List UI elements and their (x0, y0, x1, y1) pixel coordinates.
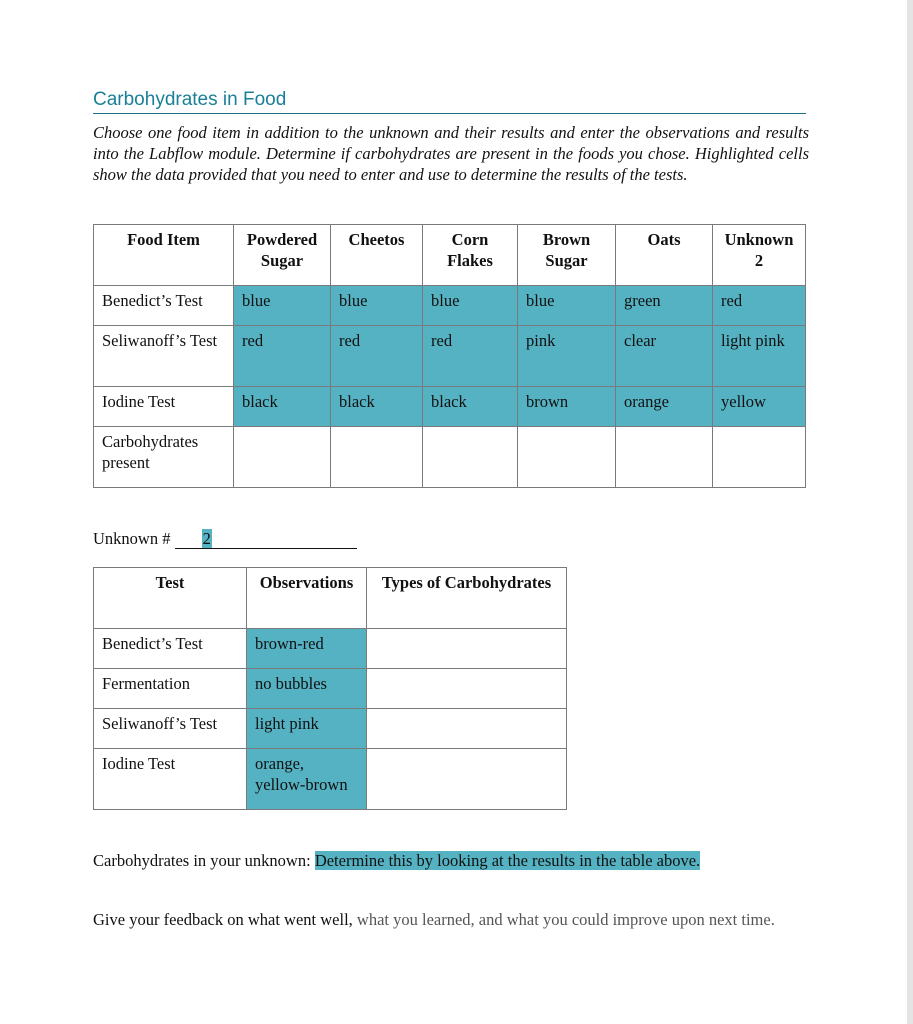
table-row (94, 286, 806, 326)
unknown-number-line (93, 528, 357, 549)
observation-cell: light pink (247, 709, 367, 749)
row-label-seliwanoffs: Seliwanoff’s Test (94, 326, 234, 387)
types-cell[interactable] (367, 749, 567, 810)
table-cell: light pink (713, 326, 806, 387)
test-name: Fermentation (94, 669, 247, 709)
table-cell: orange (616, 387, 713, 427)
feedback-text-part1: Give your feedback on what went well, (93, 910, 357, 929)
header-corn-flakes: Corn Flakes (423, 225, 518, 286)
results-table (93, 224, 806, 488)
table-row (94, 749, 567, 810)
empty-answer-cell[interactable] (423, 427, 518, 488)
empty-answer-cell[interactable] (616, 427, 713, 488)
observation-cell: no bubbles (247, 669, 367, 709)
carbohydrates-unknown-line (93, 850, 700, 871)
unknown-number-label: Unknown # (93, 529, 171, 548)
table-cell: green (616, 286, 713, 326)
section-title: Carbohydrates in Food (93, 89, 806, 114)
header-unknown-2: Unknown 2 (713, 225, 806, 286)
table-cell: red (423, 326, 518, 387)
types-cell[interactable] (367, 629, 567, 669)
observation-cell: brown-red (247, 629, 367, 669)
header-types-of-carbohydrates: Types of Carbohydrates (367, 568, 567, 629)
carbohydrates-answer-placeholder[interactable]: Determine this by looking at the results in the table above. (314, 851, 701, 870)
feedback-text-part2: what you learned, and what you could improve upon next time. (356, 910, 775, 929)
table-cell: black (331, 387, 423, 427)
table-cell: pink (518, 326, 616, 387)
table-cell: red (234, 326, 331, 387)
table-cell: yellow (713, 387, 806, 427)
header-cheetos: Cheetos (331, 225, 423, 286)
header-test: Test (94, 568, 247, 629)
test-name: Seliwanoff’s Test (94, 709, 247, 749)
table-row (94, 629, 567, 669)
table-cell: red (331, 326, 423, 387)
test-name: Iodine Test (94, 749, 247, 810)
unknown-number-field[interactable] (175, 529, 357, 549)
table-row (94, 669, 567, 709)
table-row (94, 387, 806, 427)
unknown-header-row (94, 568, 567, 629)
observation-cell: orange, yellow-brown (247, 749, 367, 810)
empty-answer-cell[interactable] (713, 427, 806, 488)
feedback-prompt (93, 909, 793, 930)
header-oats: Oats (616, 225, 713, 286)
table-cell: black (234, 387, 331, 427)
empty-answer-cell[interactable] (518, 427, 616, 488)
header-observations: Observations (247, 568, 367, 629)
row-label-benedicts: Benedict’s Test (94, 286, 234, 326)
table-cell: blue (234, 286, 331, 326)
table-cell: brown (518, 387, 616, 427)
results-header-row (94, 225, 806, 286)
table-row (94, 427, 806, 488)
row-label-iodine: Iodine Test (94, 387, 234, 427)
row-label-carbohydrates-present: Carbohydrates present (94, 427, 234, 488)
unknown-number-value: 2 (202, 529, 211, 548)
page-edge (907, 0, 913, 1024)
table-cell: blue (331, 286, 423, 326)
types-cell[interactable] (367, 709, 567, 749)
header-powdered-sugar: Powdered Sugar (234, 225, 331, 286)
table-row (94, 709, 567, 749)
table-row (94, 326, 806, 387)
empty-answer-cell[interactable] (331, 427, 423, 488)
types-cell[interactable] (367, 669, 567, 709)
table-cell: black (423, 387, 518, 427)
instructions-text: Choose one food item in addition to the unknown and their results and enter the observations and results into the Labflow module. Determine if carbohydrates are present in the foods you chose. Highlighted cells show the data provided that you need to enter and use to determine the results of the tests. (93, 123, 809, 184)
unknown-table (93, 567, 567, 810)
table-cell: blue (518, 286, 616, 326)
header-food-item: Food Item (94, 225, 234, 286)
table-cell: red (713, 286, 806, 326)
header-brown-sugar: Brown Sugar (518, 225, 616, 286)
test-name: Benedict’s Test (94, 629, 247, 669)
table-cell: blue (423, 286, 518, 326)
table-cell: clear (616, 326, 713, 387)
carbohydrates-label: Carbohydrates in your unknown: (93, 851, 315, 870)
empty-answer-cell[interactable] (234, 427, 331, 488)
